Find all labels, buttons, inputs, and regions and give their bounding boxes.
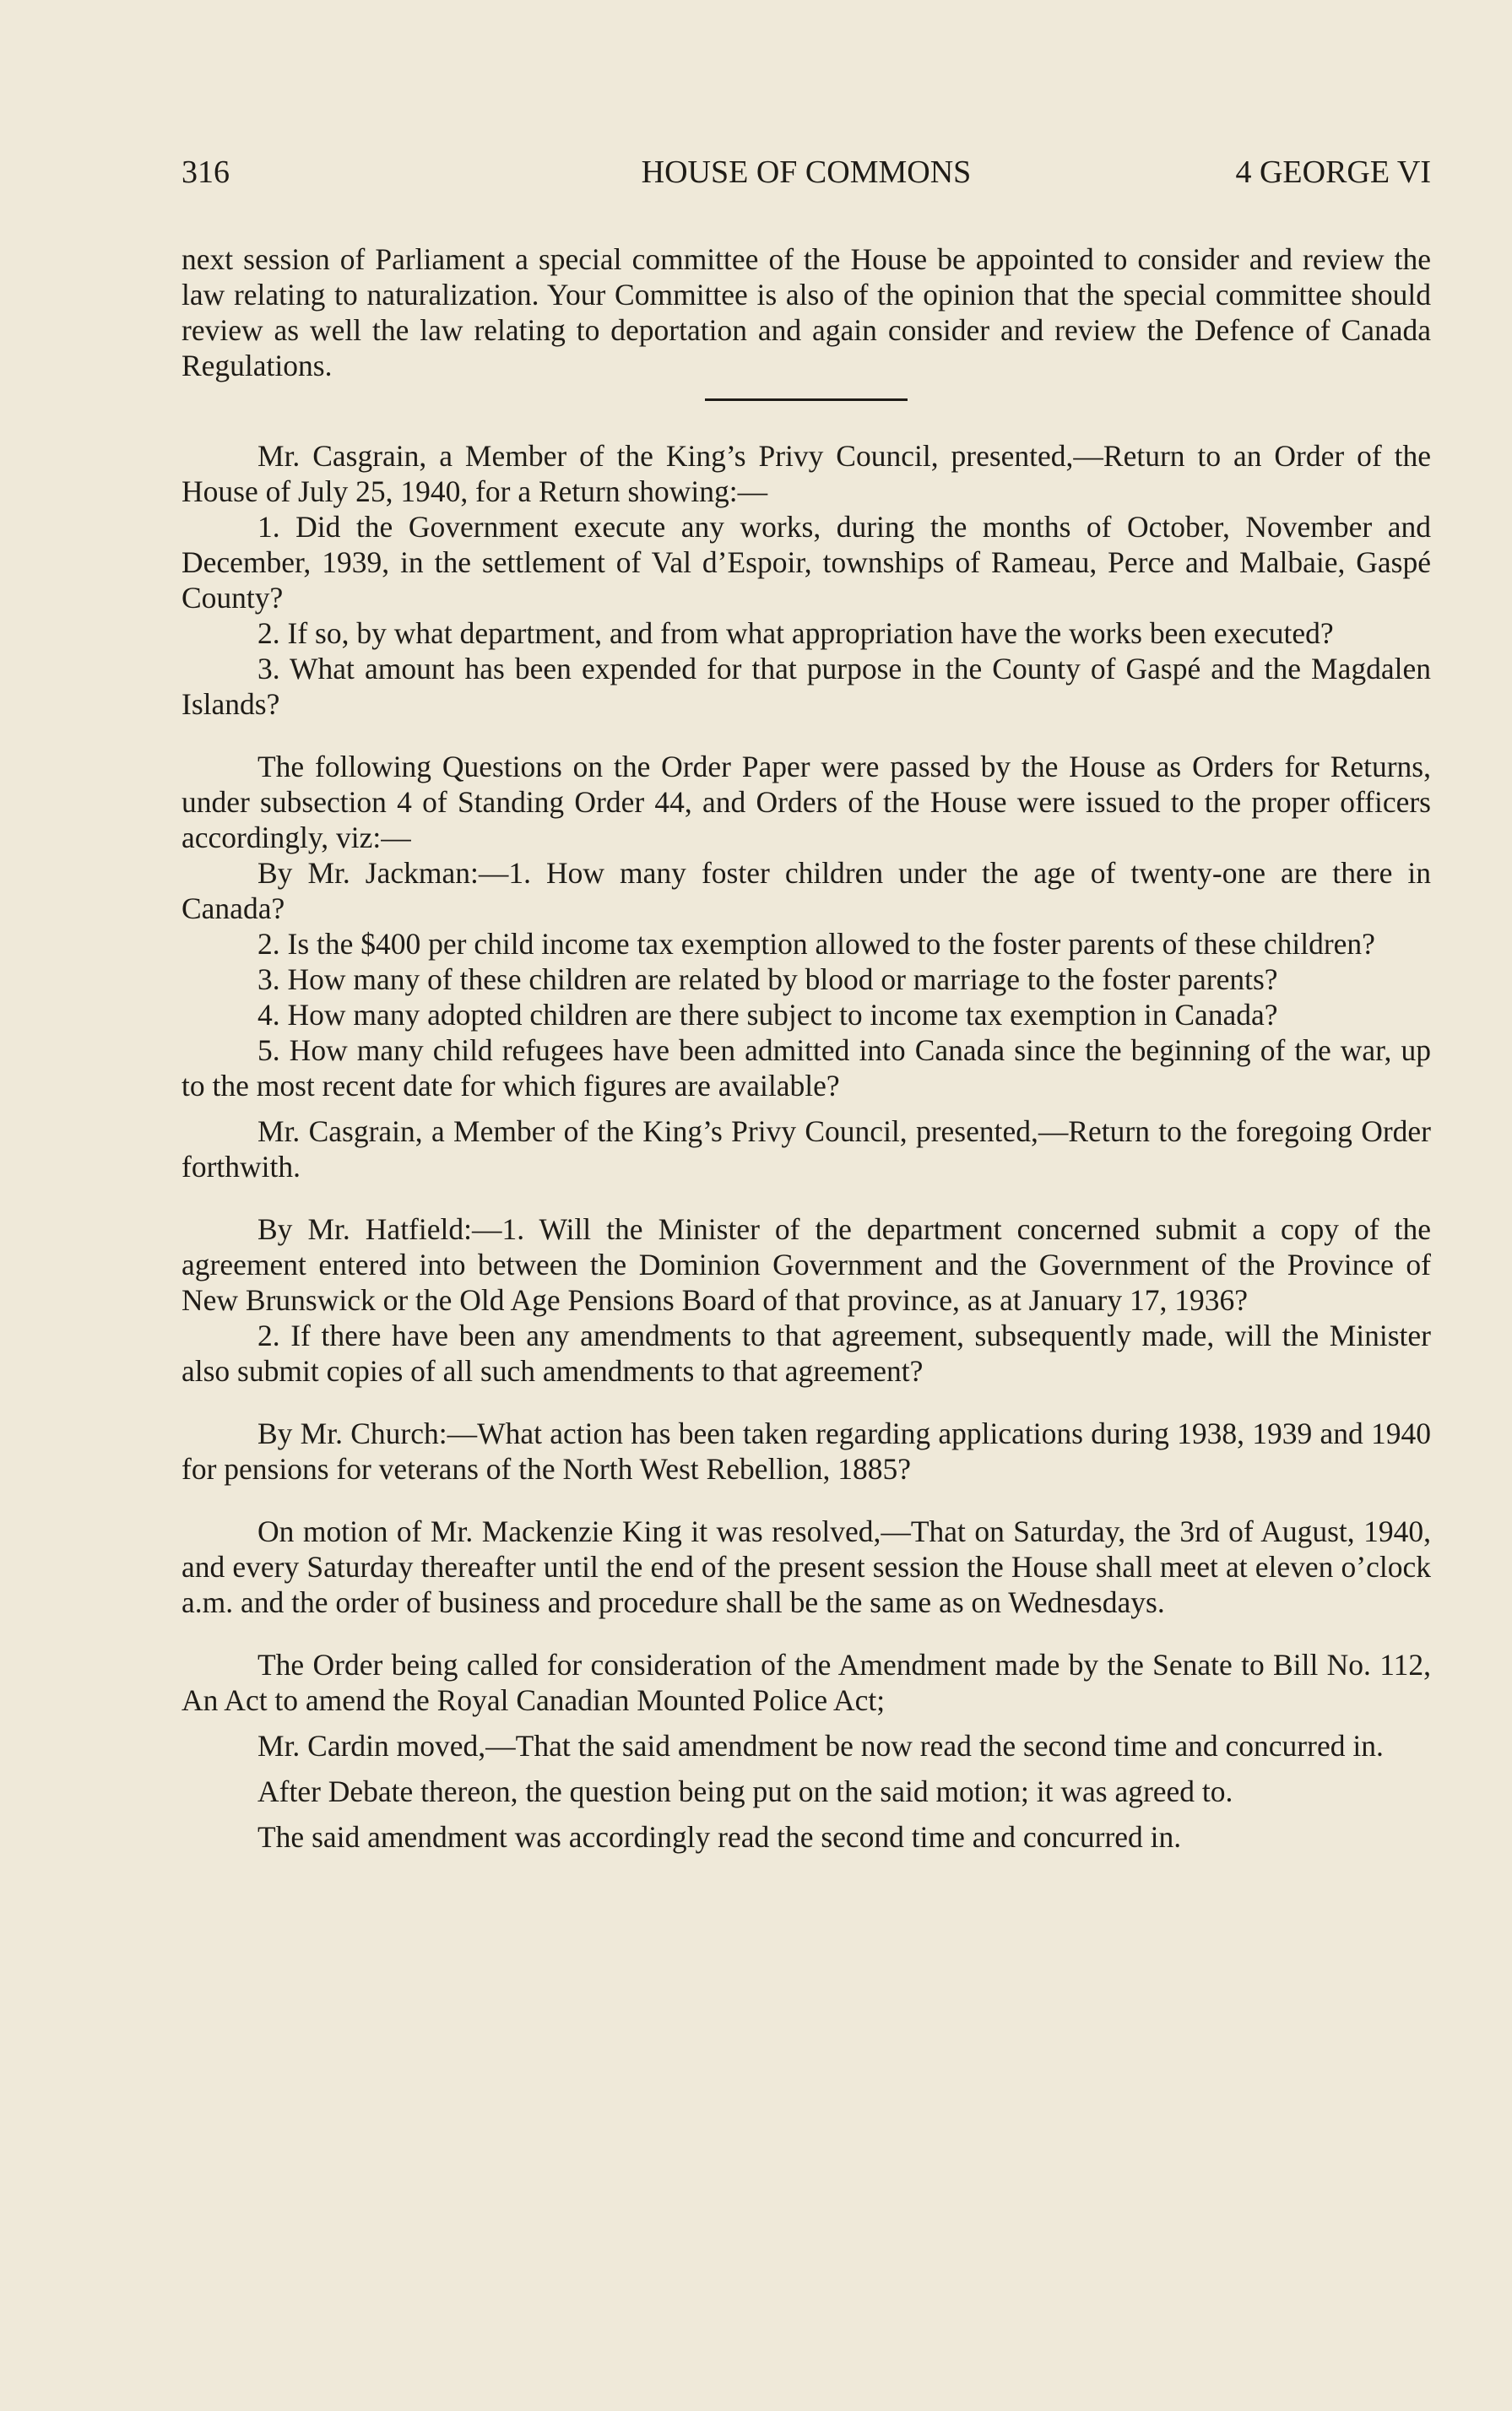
paragraph-question: 4. How many adopted children are there subject to income tax exemption in Canada? — [257, 998, 1278, 1032]
paragraph-saturday-sittings: On motion of Mr. Mackenzie King it was resolved,—That on Saturday, the 3rd of August, 1940, and every Saturday thereafter until the end of the present session the House shall meet at eleven o’clock a.m. and the order of business and procedure shall be the same as on Wednesdays. — [182, 1514, 1431, 1619]
running-header — [182, 150, 1431, 194]
page-number: 316 — [182, 154, 230, 190]
paragraph-jackman-question: By Mr. Jackman:—1. How many foster children under the age of twenty-one are there in Canada? — [182, 856, 1431, 925]
paragraph-orders-for-returns: The following Questions on the Order Paper were passed by the House as Orders for Returns, under subsection 4 of Standing Order 44, and Orders of the House were issued to the proper officers accordingly, viz:— — [182, 750, 1431, 854]
paragraph-casgrain-return: Mr. Casgrain, a Member of the King’s Privy Council, presented,—Return to an Order of the House of July 25, 1940, for a Return showing:— — [182, 439, 1431, 508]
paragraph-cardin-motion: Mr. Cardin moved,—That the said amendment be now read the second time and concurred in. — [257, 1729, 1384, 1763]
paragraph-question: 3. How many of these children are related by blood or marriage to the foster parents? — [257, 962, 1278, 996]
paragraph-committee-conclusion: next session of Parliament a special committee of the House be appointed to consider and review the law relating to naturalization. Your Committee is also of the opinion that the special committee should review as well the law relating to deportation and again consider and review the Defence of Canada Regulations. — [182, 242, 1431, 382]
paragraph-question: 2. If so, by what department, and from what appropriation have the works been executed? — [257, 616, 1334, 650]
paragraph-question: 1. Did the Government execute any works, during the months of October, November and December, 1939, in the settlement of Val d’Espoir, townships of Rameau, Perce and Malbaie, Gaspé County? — [182, 510, 1431, 615]
paragraph-hatfield-question: By Mr. Hatfield:—1. Will the Minister of the department concerned submit a copy of the agreement entered into between the Dominion Government and the Government of the Province of New Brunswick or the Old Age Pensions Board of that province, as at January 17, 1936? — [182, 1212, 1431, 1317]
document-body — [182, 241, 1431, 1855]
paragraph-question: 2. Is the $400 per child income tax exemption allowed to the foster parents of these children? — [257, 927, 1375, 961]
paragraph-amendment-concurred: The said amendment was accordingly read the second time and concurred in. — [257, 1820, 1182, 1854]
regnal-year: 4 GEORGE VI — [1235, 154, 1431, 190]
paragraph-casgrain-return-forthwith: Mr. Casgrain, a Member of the King’s Privy Council, presented,—Return to the foregoing Order forthwith. — [182, 1114, 1431, 1184]
page-title: HOUSE OF COMMONS — [641, 154, 972, 190]
paragraph-debate-result: After Debate thereon, the question being put on the said motion; it was agreed to. — [257, 1774, 1233, 1808]
paragraph-church-question: By Mr. Church:—What action has been taken regarding applications during 1938, 1939 and 1940 for pensions for veterans of the North West Rebellion, 1885? — [182, 1417, 1431, 1486]
paragraph-rcmp-bill: The Order being called for consideration of the Amendment made by the Senate to Bill No. 112, An Act to amend the Royal Canadian Mounted Police Act; — [182, 1648, 1431, 1717]
paragraph-question: 3. What amount has been expended for that purpose in the County of Gaspé and the Magdalen Islands? — [182, 652, 1431, 721]
section-divider — [705, 398, 908, 401]
paragraph-question: 5. How many child refugees have been admitted into Canada since the beginning of the war, up to the most recent date for which figures are available? — [182, 1033, 1431, 1103]
paragraph-question: 2. If there have been any amendments to that agreement, subsequently made, will the Minister also submit copies of all such amendments to that agreement? — [182, 1319, 1431, 1388]
